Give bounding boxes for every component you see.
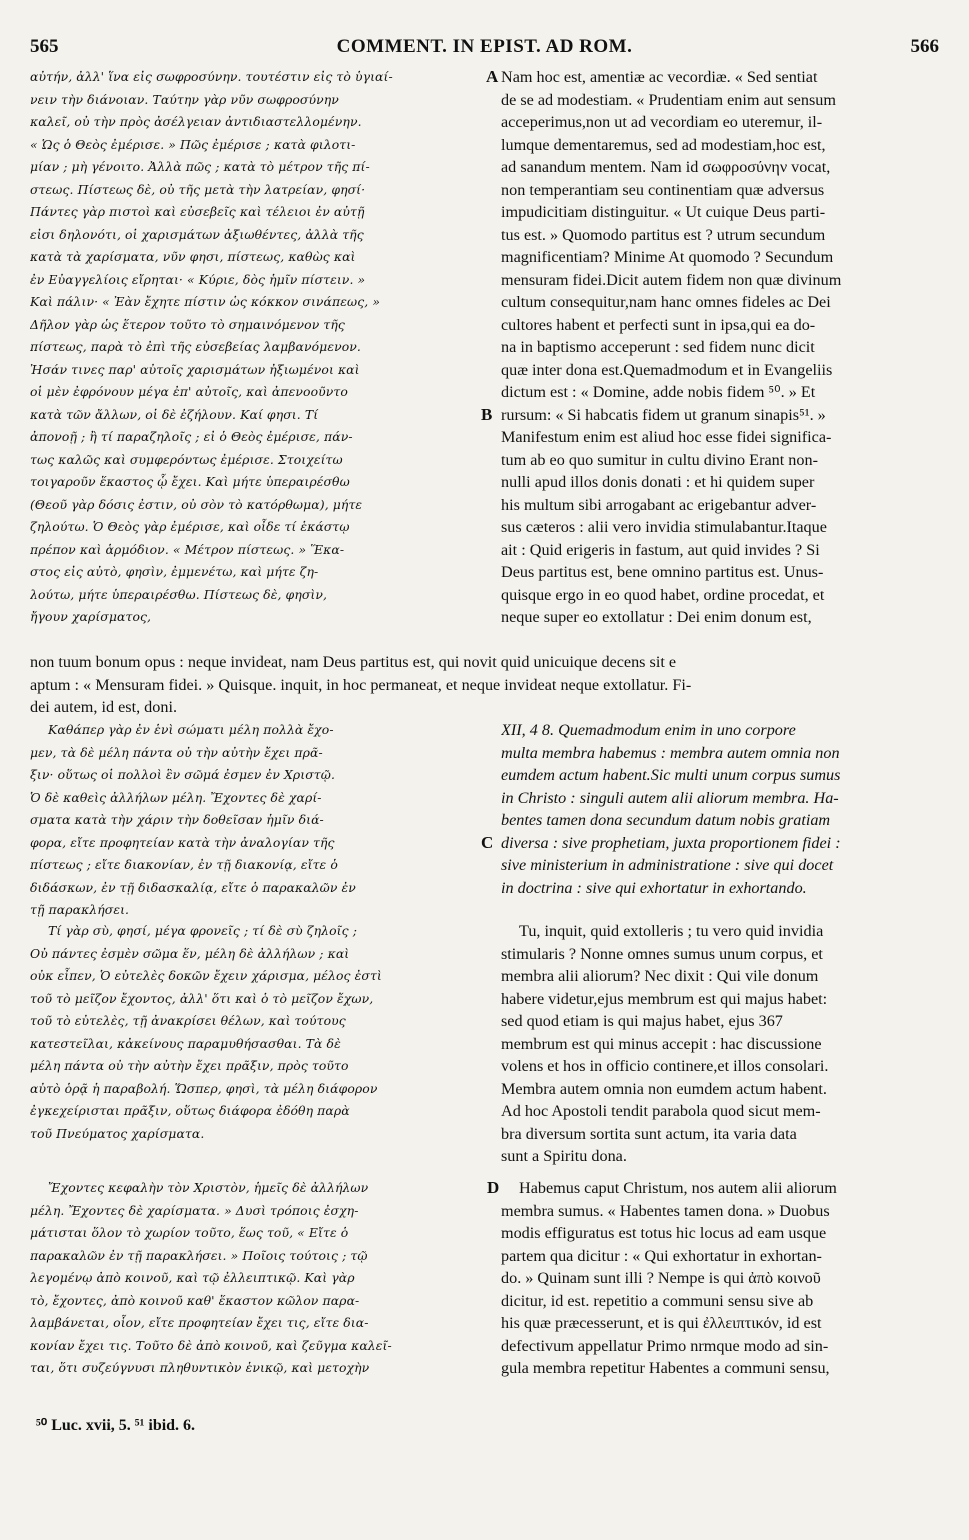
text-line: membra alii aliorum? Nec dixit : Qui vile donum — [501, 967, 819, 985]
text-line: cultum consequitur,nam hanc omnes fideles ac Dei — [501, 293, 831, 311]
text-line: « Ὡς ὁ Θεὸς ἐμέρισε. » Πῶς ἐμέρισε ; κατὰ φιλοτι- — [30, 136, 356, 152]
page-number-right: 566 — [910, 36, 939, 57]
text-line: rursum: « Si habcatis fidem ut granum sinapis⁵¹. » — [501, 405, 826, 424]
latin-column-section-1 — [501, 66, 941, 629]
text-line: Οὐ πάντες ἐσμὲν σῶμα ἕν, μέλη δὲ ἀλλήλων ; καὶ — [30, 945, 350, 961]
text-line: Habemus caput Christum, nos autem alii aliorum — [519, 1179, 837, 1197]
text-line: τοῦ τὸ εὐτελὲς, τῇ ἀνακρίσει θέλων, καὶ τούτους — [30, 1013, 346, 1028]
text-line: μέλη πάντα οὐ τὴν αὐτὴν ἔχει πρᾶξιν, πρὸς τοῦτο — [30, 1058, 349, 1073]
text-line: ἤγουν χαρίσματος, — [30, 609, 152, 624]
text-line: gula membra repetitur Habentes a communi sensu, — [501, 1359, 830, 1377]
text-line: στεως. Πίστεως δὲ, οὐ τῆς μετὰ τὴν λατρείαν, φησί· — [30, 181, 366, 197]
text-line: non temperantiam seu continentiam quæ adversus — [501, 180, 825, 199]
text-line: defectivum appellatur Primo nrmque modo ad sin- — [501, 1336, 829, 1355]
text-line: τὸ, ἔχοντες, ἀπὸ κοινοῦ καθ' ἕκαστον κῶλον παρα- — [30, 1292, 360, 1308]
text-line: Nam hoc est, amentiæ ac vecordiæ. « Sed sentiat — [501, 68, 818, 86]
latin-scripture-verse — [501, 719, 941, 899]
text-line: ἐγκεχείρισται πρᾶξιν, οὕτως διάφορα ἐδόθη παρὰ — [30, 1103, 350, 1118]
text-line: μάτισται ὅλον τὸ χωρίον τοῦτο, ἕως τοῦ, « Εἴτε ὁ — [30, 1225, 349, 1240]
text-line: καλεῖ, οὐ τὴν πρὸς ἀσέλγειαν ἀντιδιαστελλομένην. — [30, 114, 362, 129]
text-line: μεν, τὰ δὲ μέλη πάντα οὐ τὴν αὐτὴν ἔχει πρᾶ- — [30, 744, 323, 760]
greek-column-section-3 — [30, 920, 488, 1145]
text-line: sunt a Spiritu dona. — [501, 1147, 627, 1165]
text-line: Manifestum enim est aliud hoc esse fidei significa- — [501, 428, 832, 446]
text-line: τοῦ τὸ μεῖζον ἔχοντος, ἀλλ' ὅτι καὶ ὁ τὸ μεῖζον ἔχων, — [30, 990, 374, 1006]
text-line: ad sanandum mentem. Nam id σωφροσύνην vocat, — [501, 158, 831, 176]
text-line: non tuum bonum opus : neque invideat, nam Deus partitus est, qui novit quid unicuique decens sit e — [30, 653, 677, 671]
latin-full-width-passage — [30, 651, 941, 719]
text-line: Tu, inquit, quid extolleris ; tu vero quid invidia — [519, 922, 824, 940]
text-line: κονίαν ἔχει τις. Τοῦτο δὲ ἀπὸ κοινοῦ, καὶ ζεῦγμα καλεῖ- — [30, 1337, 392, 1353]
text-line: volens et hos in officio continere,et illos consolari. — [501, 1057, 829, 1075]
text-line: αὐτήν, ἀλλ' ἵνα εἰς σωφροσύνην. τουτέστιν εἰς τὸ ὑγιαί- — [30, 69, 393, 84]
text-line: bra diversum sortita sunt actum, ita varia data — [501, 1124, 797, 1143]
text-line: mensuram fidei.Dicit autem fidem non quæ divinum — [501, 270, 842, 289]
text-line: κατὰ τῶν ἄλλων, οἱ δὲ ἐζήλουν. Καί φησι. Τί — [30, 406, 319, 422]
text-line: κατὰ τὰ χαρίσματα, νῦν φησι, πίστεως, καθὼς καὶ — [30, 249, 356, 264]
page-header — [30, 36, 939, 58]
text-line: Ad hoc Apostoli tendit parabola quod sicut mem- — [501, 1102, 821, 1120]
margin-marker-c: C — [481, 833, 494, 852]
text-line: dei autem, id est, doni. — [30, 698, 178, 716]
text-line: sive ministerium in administratione : sive qui docet — [501, 856, 834, 874]
text-line: cultores habent et perfecti sunt in ipsa,qui ea do- — [501, 315, 816, 334]
text-line: bentes tamen dona secundum datum nobis gratiam — [501, 811, 831, 829]
text-line: ἀπονοῇ ; ἢ τί παραζηλοῖς ; εἰ ὁ Θεὸς ἐμέρισε, πάν- — [30, 429, 353, 444]
text-line: ait : Quid erigeris in fastum, aut quid invides ? Si — [501, 540, 820, 559]
text-line: diversa : sive prophetiam, juxta proportionem fidei : — [501, 833, 841, 852]
text-line: magnificentiam? Minime At quomodo ? Secundum — [501, 248, 834, 266]
text-line: his quæ præcesserunt, et is qui ἐλλειπτικόν, id est — [501, 1314, 822, 1332]
text-line: habere videtur,ejus membrum est qui majus habet: — [501, 989, 828, 1008]
text-line: λούτω, μήτε ὑπεραιρέσθω. Πίστεως δὲ, φησὶν, — [30, 586, 328, 602]
text-line: στος εἰς αὐτὸ, φησὶν, ἐμμενέτω, καὶ μήτε ζη- — [30, 564, 319, 579]
text-line: in doctrina : sive qui exhortatur in exhortando. — [501, 878, 807, 897]
text-line: τοιγαροῦν ἕκαστος ᾧ ἔχει. Καὶ μήτε ὑπεραιρέσθω — [30, 474, 350, 489]
text-line: οὐκ εἶπεν, Ὁ εὐτελὲς δοκῶν ἔχειν χάρισμα, μέλος ἐστὶ — [30, 968, 382, 983]
text-line: Καθάπερ γὰρ ἐν ἑνὶ σώματι μέλη πολλὰ ἔχο- — [48, 722, 334, 737]
text-line: dicitur, id est. repetitio a communi sensu sive ab — [501, 1291, 814, 1310]
latin-column-section-3 — [501, 920, 941, 1168]
text-line: πρέπον καὶ ἁρμόδιον. « Μέτρον πίστεως. » Ἕκα- — [30, 541, 345, 557]
text-line: Ἠσάν τινες παρ' αὐτοῖς χαρισμάτων ἠξιωμένοι καὶ — [30, 361, 360, 377]
text-line: partem qua dicitur : « Qui exhortatur in exhortan- — [501, 1246, 822, 1265]
text-line: Καὶ πάλιν· « Ἐὰν ἔχητε πίστιν ὡς κόκκον σινάπεως, » — [30, 294, 381, 309]
text-line: φορα, εἴτε προφητείαν κατὰ τὴν ἀναλογίαν τῆς — [30, 834, 335, 850]
page-number-left: 565 — [30, 36, 59, 57]
text-line: ται, ὅτι συζεύγνυσι πληθυντικὸν ἑνικῷ, καὶ μετοχὴν — [30, 1360, 370, 1375]
text-line: λαμβάνεται, οἷον, εἴτε προφητείαν ἔχει τις, εἴτε δια- — [30, 1315, 369, 1330]
running-title: COMMENT. IN EPIST. AD ROM. — [336, 36, 633, 57]
text-line: lumque dementaremus, sed ad modestiam,hoc est, — [501, 135, 826, 154]
text-line: σματα κατὰ τὴν χάριν τὴν δοθεῖσαν ἡμῖν διά- — [30, 812, 324, 827]
text-line: Δῆλον γὰρ ὡς ἕτερον τοῦτο τὸ σημαινόμενον τῆς — [30, 316, 345, 332]
text-line: Πάντες γὰρ πιστοὶ καὶ εὐσεβεῖς καὶ τέλειοι ἐν αὐτῇ — [30, 204, 365, 219]
text-line: τως καλῶς καὶ συμφερόντως ἐμέρισε. Στοιχείτω — [30, 451, 343, 467]
margin-marker-a: A — [486, 67, 499, 86]
text-line: διδάσκων, ἐν τῇ διδασκαλίᾳ, εἴτε ὁ παρακαλῶν ἐν — [30, 879, 356, 895]
text-line: membrum est qui minus accepit : hac discussione — [501, 1034, 822, 1053]
text-line: Membra autem omnia non eumdem actum habent. — [501, 1079, 827, 1098]
text-line: Τί γὰρ σὺ, φησί, μέγα φρονεῖς ; τί δὲ σὺ ζηλοῖς ; — [48, 923, 357, 938]
text-line: λεγομένῳ ἀπὸ κοινοῦ, καὶ τῷ ἐλλειπτικῷ. Καὶ γὰρ — [30, 1270, 355, 1285]
text-line: dictum est : « Domine, adde nobis fidem ⁵⁰. » Et — [501, 383, 816, 401]
text-line: (Θεοῦ γὰρ δόσις ἐστιν, οὐ σὸν τὸ κατόρθωμα), μήτε — [30, 496, 363, 512]
text-line: stimularis ? Nonne omnes sumus unum corpus, et — [501, 944, 823, 963]
text-line: ζηλούτω. Ὁ Θεὸς γὰρ ἐμέρισε, καὶ οἶδε τί ἑκάστῳ — [30, 519, 350, 534]
text-line: in Christo : singuli autem alii aliorum membra. Ha- — [501, 788, 839, 807]
footnote: ⁵⁰ Luc. xvii, 5. ⁵¹ ibid. 6. — [36, 1417, 196, 1434]
text-line: modis effiguratus est totus hic locus ad eam usque — [501, 1224, 827, 1242]
margin-marker-b: B — [481, 405, 493, 424]
text-line: μίαν ; μὴ γένοιτο. Ἀλλὰ πῶς ; κατὰ τὸ μέτρον τῆς πί- — [30, 159, 370, 174]
greek-column-section-4 — [30, 1177, 488, 1380]
margin-marker-d: D — [487, 1178, 500, 1197]
greek-column-section-1 — [30, 66, 488, 629]
text-line: quisque ergo in eo quod habet, ordine procedat, et — [501, 585, 825, 604]
text-line: αὐτὸ ὁρᾷ ἡ παραβολή. Ὥσπερ, φησὶ, τὰ μέλη διάφορον — [30, 1080, 378, 1096]
text-line: do. » Quinam sunt illi ? Nempe is qui ἀπὸ κοινοῦ — [501, 1269, 821, 1287]
text-line: eumdem actum habent.Sic multi unum corpus sumus — [501, 766, 841, 784]
text-line: na in baptismo acceperunt : sed fidem nunc dicit — [501, 338, 815, 356]
text-line: acceperimus,non ut ad vecordiam eo uteremur, il- — [501, 113, 823, 131]
text-line: sus cæteros : alii vero invidia stimulabantur.Itaque — [501, 518, 827, 536]
text-line: sed quod etiam is qui majus habet, ejus 367 — [501, 1012, 783, 1030]
text-line: tus est. » Quomodo partitus est ? utrum secundum — [501, 225, 826, 244]
text-line: εἰσι δηλονότι, οἱ χαρισμάτων ἀξιωθέντες, ἀλλὰ τῆς — [30, 226, 364, 242]
text-line: quæ inter dona est.Quemadmodum et in Evangeliis — [501, 360, 833, 379]
text-line: Ὁ δὲ καθεὶς ἀλλήλων μέλη. Ἔχοντες δὲ χαρί- — [30, 789, 322, 805]
text-line: πίστεως ; εἴτε διακονίαν, ἐν τῇ διακονίᾳ, εἴτε ὁ — [30, 857, 338, 872]
text-line: νειν τὴν διάνοιαν. Ταύτην γὰρ νῦν σωφροσύνην — [30, 91, 339, 107]
greek-column-section-2 — [30, 719, 488, 922]
text-line: κατεστεῖλαι, κἀκείνους παραμυθήσασθαι. Τὰ δὲ — [30, 1035, 341, 1051]
text-line: τοῦ Πνεύματος χαρίσματα. — [30, 1125, 205, 1141]
text-line: impudicitiam distinguitur. « Ut cuique Deus parti- — [501, 203, 826, 221]
text-line: neque super eo extollatur : Dei enim donum est, — [501, 608, 812, 626]
text-line: nulli apud illos donis donati : et hi quidem super — [501, 473, 815, 491]
text-line: πίστεως, παρὰ τὸ ἐπὶ τῆς εὐσεβείας λαμβανόμενον. — [30, 339, 361, 354]
text-line: membra sumus. « Habentes tamen dona. » Duobus — [501, 1201, 830, 1220]
text-line: tum ab eo quo sumitur in cultu divino Erant non- — [501, 450, 818, 469]
text-line: his multum sibi arrogabant ac erigebantur adver- — [501, 495, 817, 514]
text-line: multa membra habemus : membra autem omnia non — [501, 743, 840, 762]
text-line: ξιν· οὕτως οἱ πολλοὶ ἓν σῶμά ἐσμεν ἐν Χριστῷ. — [30, 767, 336, 782]
latin-column-section-4 — [501, 1177, 941, 1380]
text-line: παρακαλῶν ἐν τῇ παρακλήσει. » Ποῖοις τούτοις ; τῷ — [30, 1247, 368, 1263]
text-line: Deus partitus est, bene omnino partitus est. Unus- — [501, 563, 824, 581]
text-line: Ἔχοντες κεφαλὴν τὸν Χριστὸν, ἡμεῖς δὲ ἀλλήλων — [48, 1180, 369, 1195]
text-line: aptum : « Mensuram fidei. » Quisque. inquit, in hoc permaneat, et neque invideat neque extollatur. Fi- — [30, 675, 692, 694]
text-line: μέλη. Ἔχοντες δὲ χαρίσματα. » Δυσὶ τρόποις ἐσχη- — [30, 1202, 359, 1218]
text-line: οἱ μὲν ἐφρόνουν μέγα ἐπ' αὐτοῖς, καὶ ἀπενοοῦντο — [30, 384, 348, 399]
text-line: ἐν Εὐαγγελίοις εἴρηται· « Κύριε, δὸς ἡμῖν πίστειν. » — [30, 271, 366, 287]
text-line: τῇ παρακλήσει. — [30, 902, 130, 917]
text-line: de se ad modestiam. « Prudentiam enim aut sensum — [501, 90, 836, 109]
text-line: XII, 4 8. Quemadmodum enim in uno corpore — [501, 721, 796, 739]
